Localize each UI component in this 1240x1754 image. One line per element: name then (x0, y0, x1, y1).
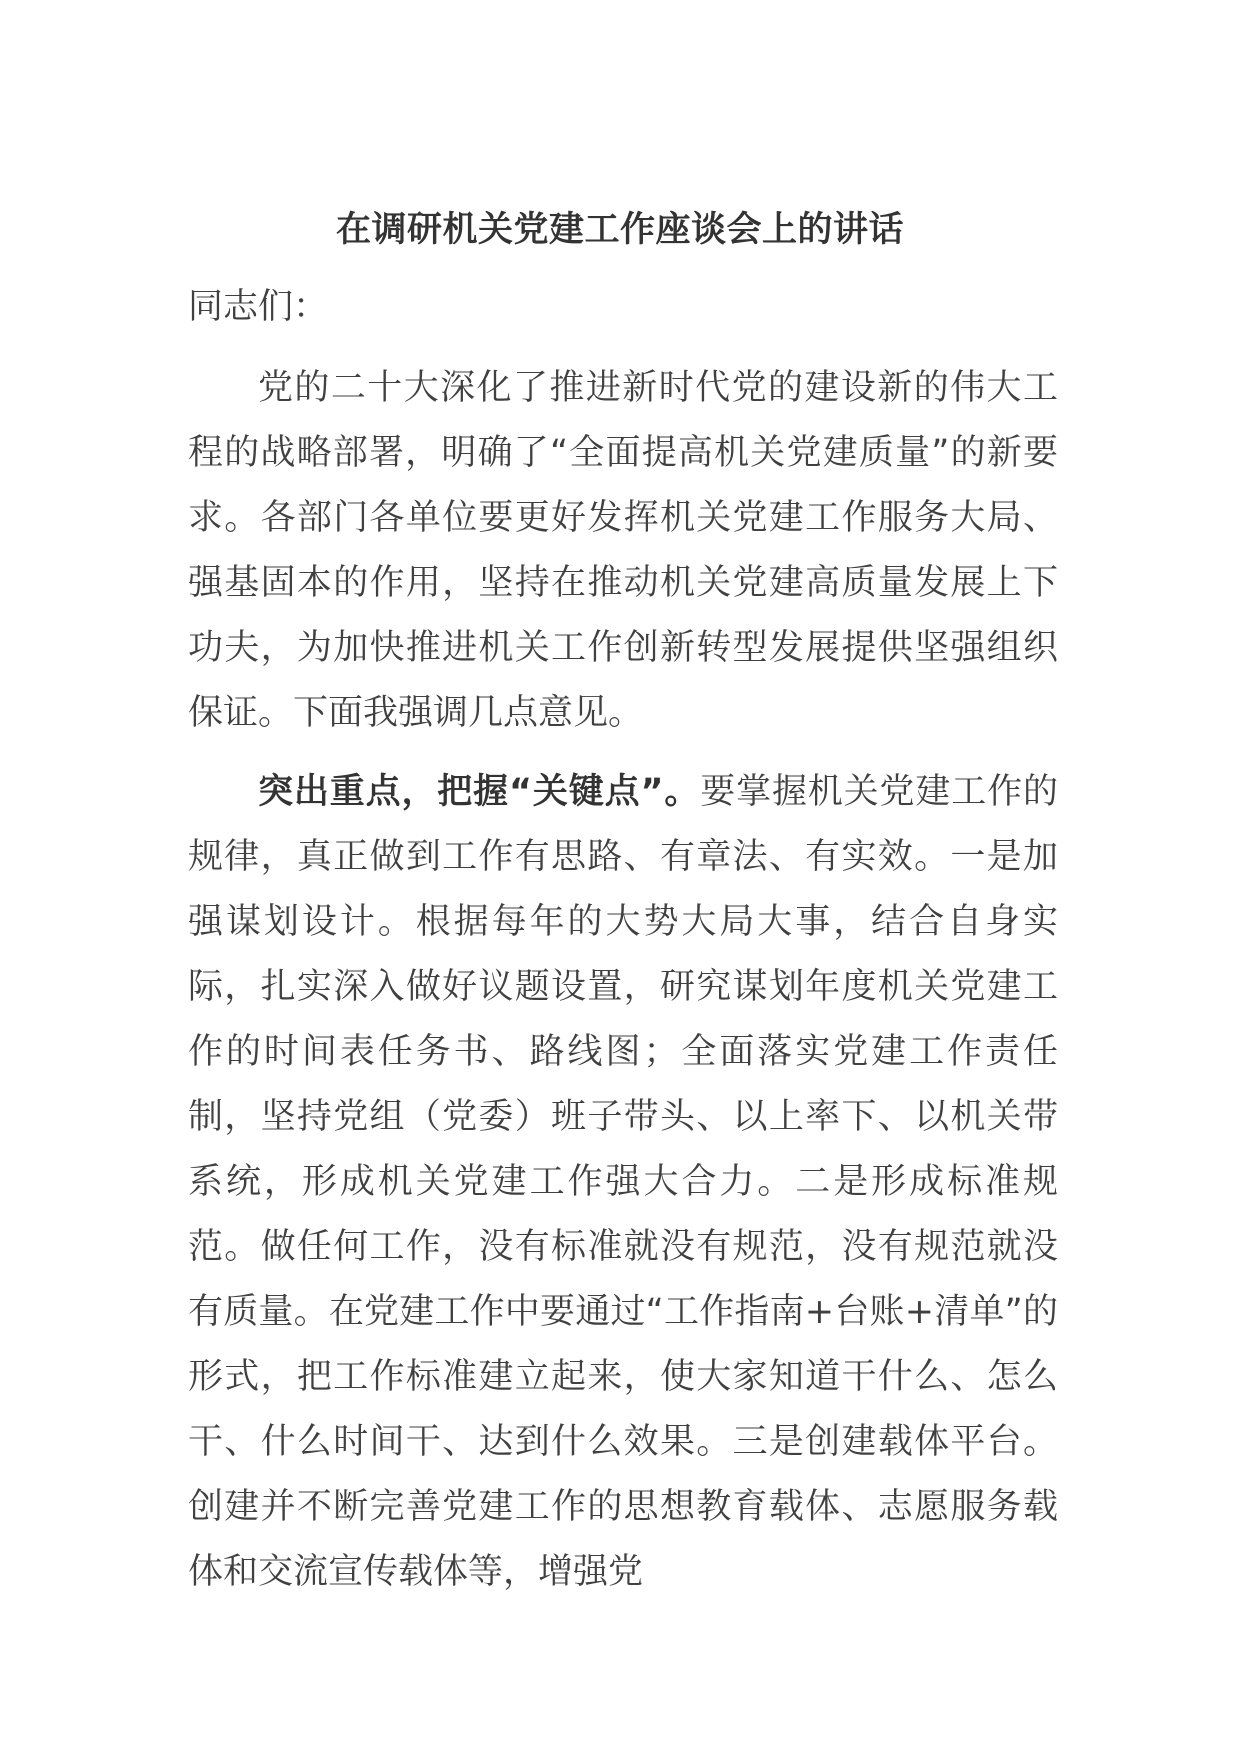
paragraph-intro (188, 356, 1058, 746)
paragraph-key-points-heading: 突出重点，把握“关键点”。 (258, 772, 701, 812)
paragraph-intro-text: 党的二十大深化了推进新时代党的建设新的伟大工程的战略部署，明确了“全面提高机关党建质量”的新要求。各部门各单位要更好发挥机关党建工作服务大局、强基固本的作用，坚持在推动机关党建高质量发展上下功夫，为加快推进机关工作创新转型发展提供坚强组织保证。下面我强调几点意见。 (188, 368, 1058, 733)
salutation: 同志们： (188, 287, 329, 327)
paragraph-key-points-text: 要掌握机关党建工作的规律，真正做到工作有思路、有章法、有实效。一是加强谋划设计。根据每年的大势大局大事，结合自身实际，扎实深入做好议题设置，研究谋划年度机关党建工作的时间表任务书、路线图；全面落实党建工作责任制，坚持党组（党委）班子带头、以上率下、以机关带系统，形成机关党建工作强大合力。二是形成标准规范。做任何工作，没有标准就没有规范，没有规范就没有质量。在党建工作中要通过“工作指南+台账+清单”的形式，把工作标准建立起来，使大家知道干什么、怎么干、什么时间干、达到什么效果。三是创建载体平台。创建并不断完善党建工作的思想教育载体、志愿服务载体和交流宣传载体等，增强党 (188, 772, 1058, 1592)
paragraph-key-points (188, 760, 1058, 1605)
document-title: 在调研机关党建工作座谈会上的讲话 (335, 210, 904, 250)
